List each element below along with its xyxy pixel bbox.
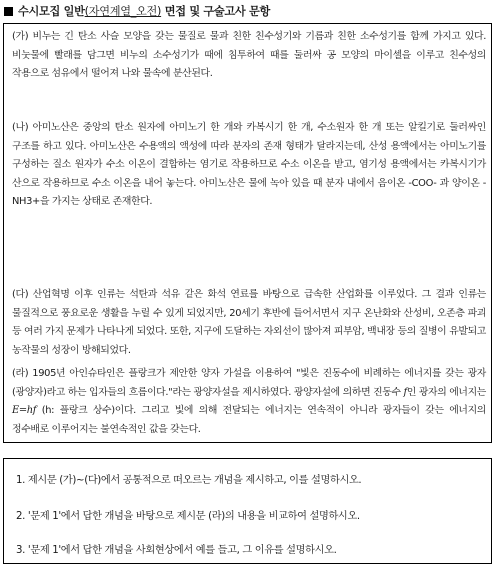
passage-ga: (가) 비누는 긴 탄소 사슬 모양을 갖는 물질로 물과 친한 친수성기와 기름과 친한 소수성기를 함께 가지고 있다. 비눗물에 빨래를 담그면 비누의 소수성기가 때에 침투하여 때를 둘러싸 공 모양의 마이셀을 이루고 친수성의 작용으로 섬유에서 떨어져 나와 물속에 분산된다. bbox=[12, 31, 486, 80]
passage-da: (다) 산업혁명 이후 인류는 석탄과 석유 같은 화석 연료를 바탕으로 급속한 산업화를 이루었다. 그 결과 인류는 물질적으로 풍요로운 생활을 누릴 수 있게 되었지만, 20세기 후반에 들어서면서 지구 온난화와 산성비, 오존층 파괴 등 여러 가지 문제가 나타나게 되었다. 또한, 지구에 도달하는 자외선이 많아져 피부암, 백내장 등의 질병이 유발되고 농작물의 성장이 방해되었다. bbox=[12, 289, 486, 356]
question-1: 1. 제시문 (가)~(다)에서 공통적으로 떠오르는 개념을 제시하고, 이를 설명하시오. bbox=[16, 475, 362, 486]
passage-na: (나) 아미노산은 중앙의 탄소 원자에 아미노기 한 개와 카복시기 한 개, 수소원자 한 개 또는 알킬기로 둘러싸인 구조를 하고 있다. 아미노산은 수용액의 액성에 따라 분자의 존재 형태가 달라지는데, 산성 용액에서는 아미노기를 구성하는 질소 원자가 수소 이온이 결합하는 염기로 작용하므로 수소 이온을 받고, 염기성 용액에서는 카복시기가 산으로 작용하므로 수소 이온을 내어 놓는다. 아미노산은 물에 녹아 있을 때 분자 내에서 음이온 -COO- 과 양이온 -NH3+을 가지는 상태로 존재한다. bbox=[12, 122, 486, 208]
title-text bbox=[18, 3, 270, 19]
passage-box bbox=[3, 23, 492, 443]
questions-box bbox=[3, 458, 492, 564]
title-paren: (자연계열_오전) bbox=[84, 5, 162, 18]
passage-ra-part2: 인 광자의 에너지는 bbox=[406, 386, 486, 398]
title-prefix: 수시모집 일반 bbox=[18, 5, 85, 18]
passage-ra-part3: (h: 플랑크 상수)이다. 그리고 빛에 의해 전달되는 에너지는 연속적이 아니라 광자들이 갖는 에너지의 정수배로 이루어지는 불연속적인 값을 갖는다. bbox=[12, 405, 486, 435]
question-2: 2. '문제 1'에서 답한 개념을 바탕으로 제시문 (라)의 내용을 비교하여 설명하시오. bbox=[16, 511, 360, 522]
energy-equation: E=hf bbox=[12, 405, 37, 417]
title-suffix: 면접 및 구술고사 문항 bbox=[161, 5, 271, 18]
passage-ra-part1: (라) 1905년 아인슈타인은 플랑크가 제안한 양자 가설을 이용하여 "빛은 진동수에 비례하는 에너지를 갖는 광자(광양자)라고 하는 입자들의 흐름이다."라는 광양자설을 제시하였다. 광양자설에 의하면 진동수 bbox=[12, 368, 486, 398]
passage-ra bbox=[12, 365, 486, 439]
page-title bbox=[4, 3, 270, 19]
question-3: 3. '문제 1'에서 답한 개념을 사회현상에서 예를 들고, 그 이유를 설명하시오. bbox=[16, 545, 337, 556]
square-bullet-icon bbox=[4, 7, 13, 16]
frequency-symbol: f bbox=[403, 386, 407, 398]
